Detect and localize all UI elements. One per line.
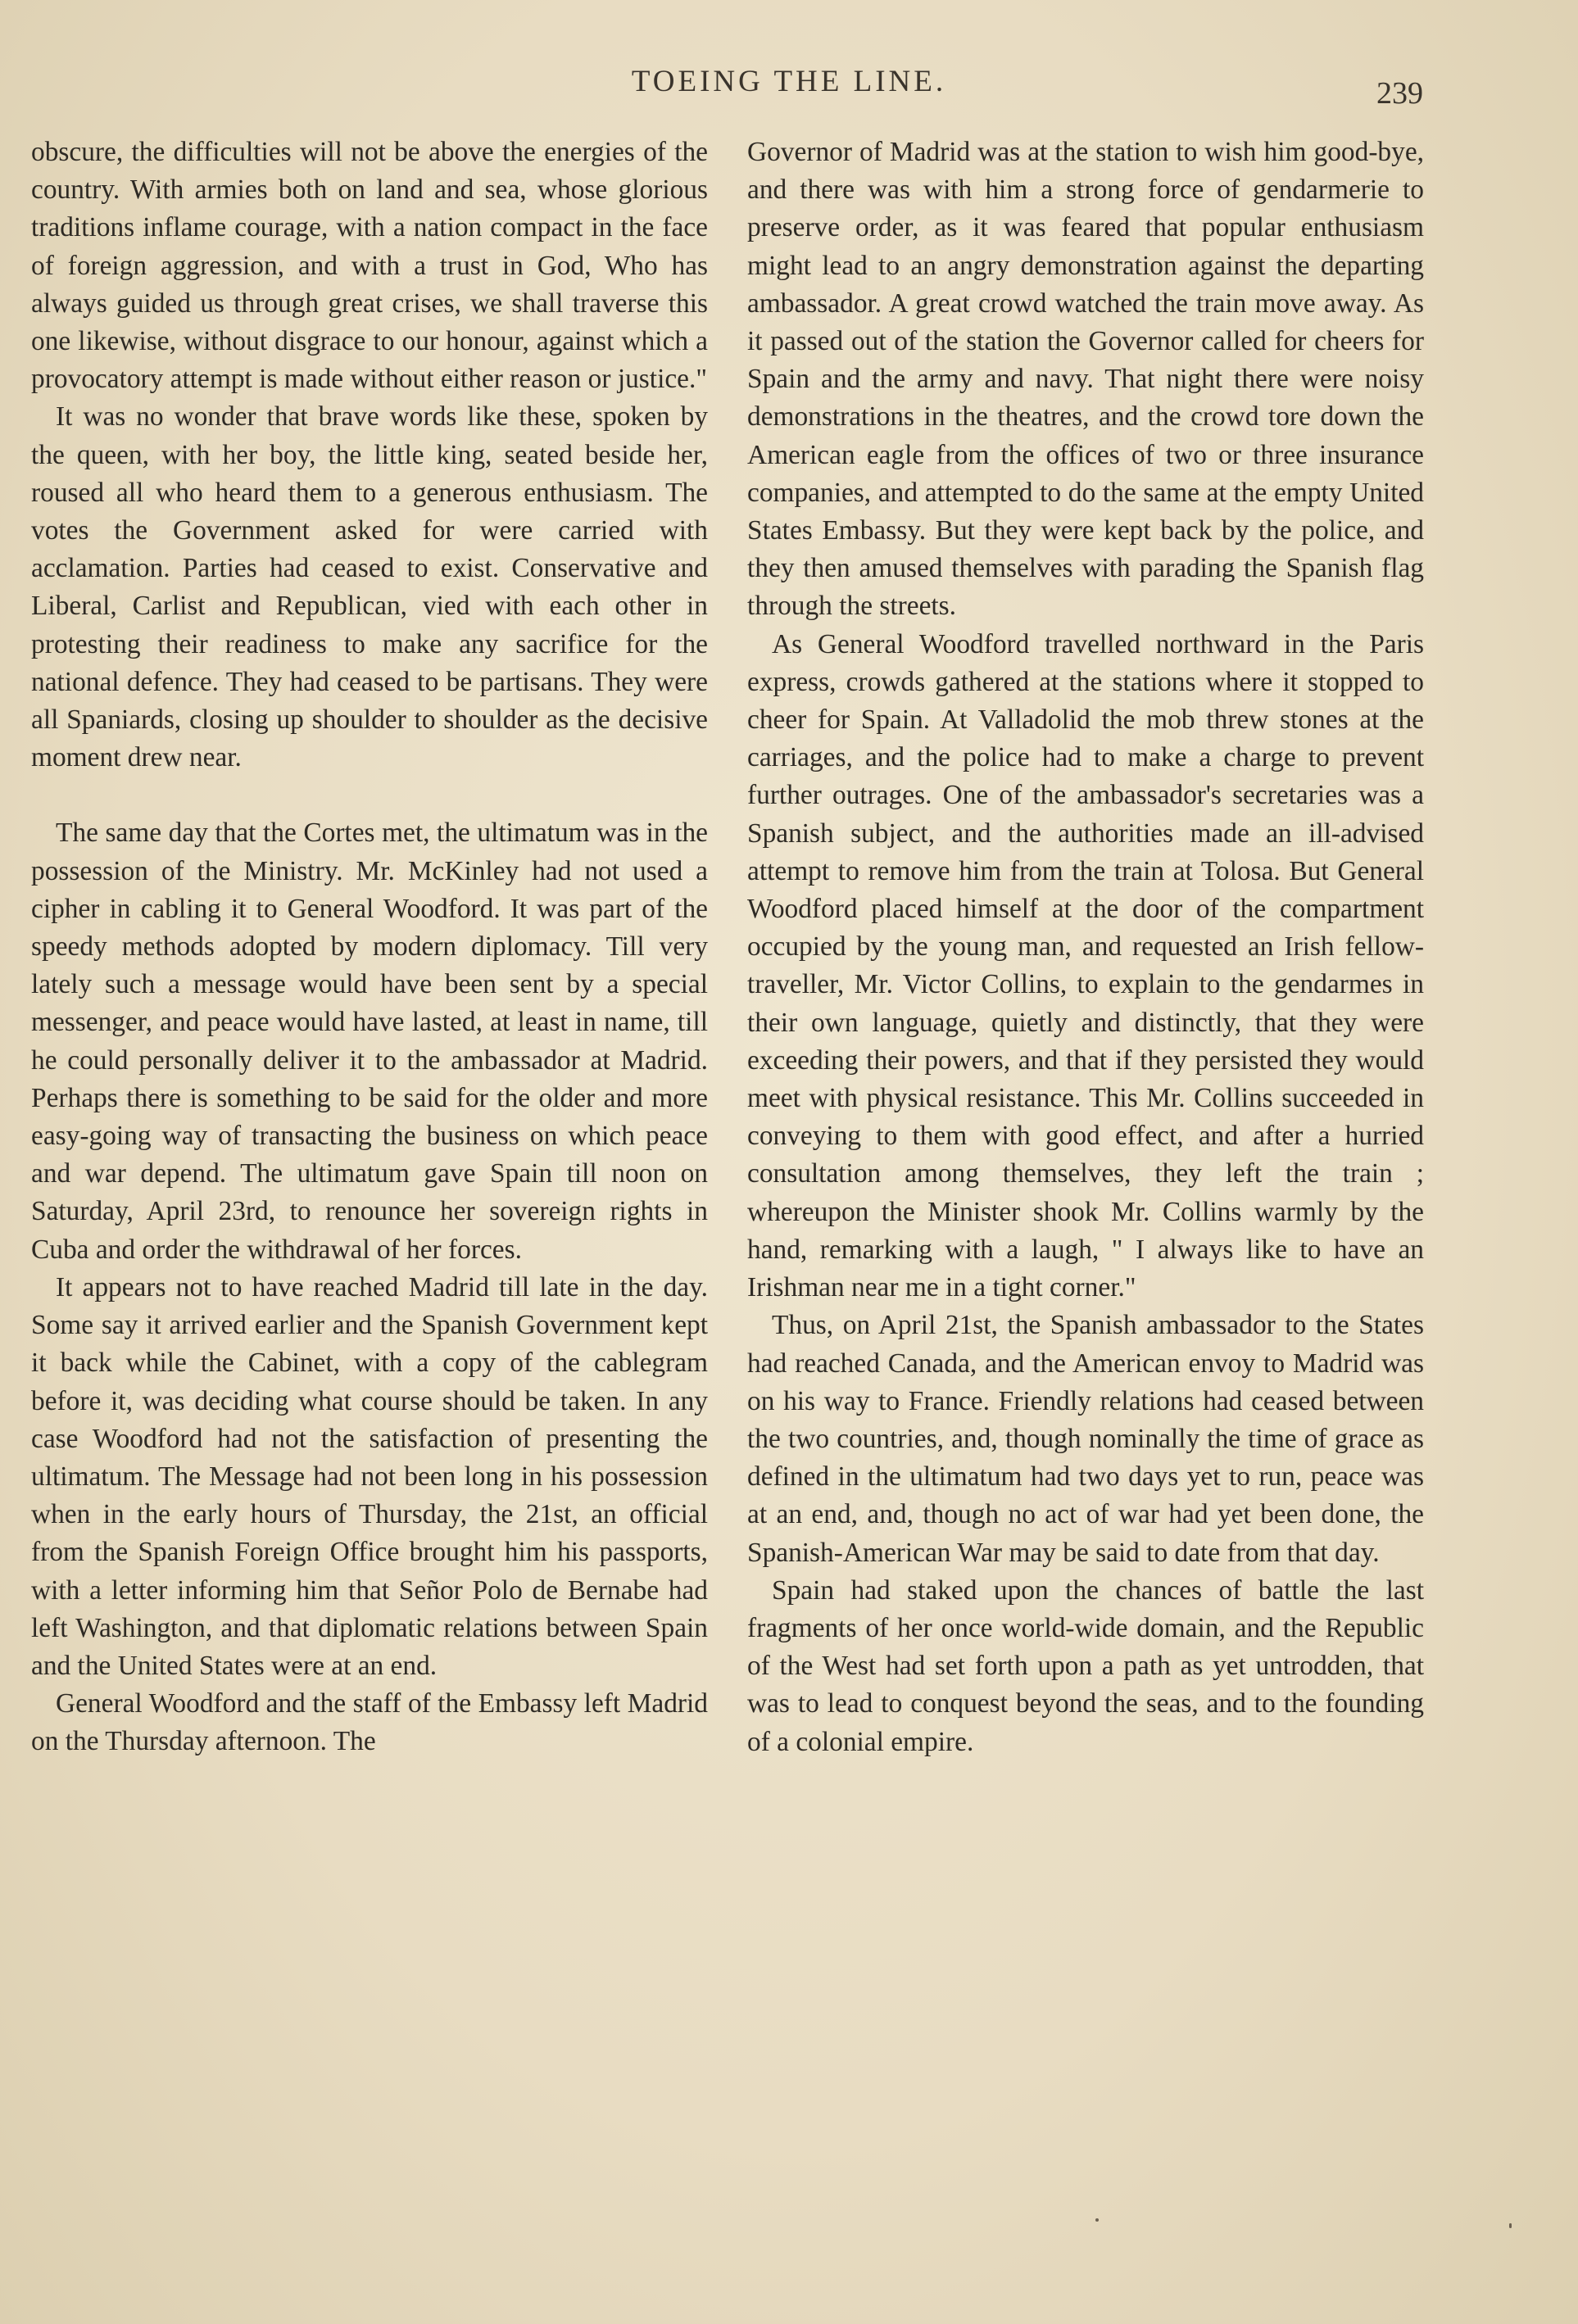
paragraph: As General Woodford travelled northward in the Paris express, crowds gathered at the stations where it stopped to cheer for Spain. At Valladolid the mob threw stones at the carriages, and the police had to make a charge to prevent further outrages. One of the ambassador's secretaries was a Spanish subject, and the authorities made an ill-advised attempt to remove him from the train at Tolosa. But General Woodford placed himself at the door of the compartment occupied by the young man, and requested an Irish fellow-traveller, Mr. Victor Collins, to explain to the gendarmes in their own language, quietly and distinctly, that they were exceeding their powers, and that if they persisted they would meet with physical resistance. This Mr. Collins succeeded in conveying to them with good effect, and after a hurried consultation among themselves, they left the train ; whereupon the Minister shook Mr. Collins warmly by the hand, remarking with a laugh, " I always like to have an Irishman near me in a tight corner." [747,628,1424,1303]
page-number: 239 [1376,76,1423,111]
paragraph: It was no wonder that brave words like these, spoken by the queen, with her boy, the little king, seated beside her, roused all who heard them to a generous enthusiasm. The votes the Government asked for were carried with acclamation. Parties had ceased to exist. Conservative and Liberal, Carlist and Republican, vied with each other in protesting their readiness to make any sacrifice for the national defence. They had ceased to be partisans. They were all Spaniards, closing up shoulder to shoulder as the decisive moment drew near. [31,401,708,773]
left-column [31,134,708,1761]
page-header [0,64,1578,113]
running-title: TOEING THE LINE. [631,65,947,98]
paragraph: It appears not to have reached Madrid till late in the day. Some say it arrived earlier and the Spanish Government kept it back while the Cabinet, with a copy of the cablegram before it, was deciding what course should be taken. In any case Woodford had not the satisfaction of presenting the ultimatum. The Message had not been long in his possession when in the early hours of Thursday, the 21st, an official from the Spanish Foreign Office brought him his passports, with a letter informing him that Señor Polo de Bernabe had left Washington, and that diplomatic relations between Spain and the United States were at an end. [31,1271,708,1681]
paragraph: Governor of Madrid was at the station to wish him good-bye, and there was with him a strong force of gendarmerie to preserve order, as it was feared that popular enthusiasm might lead to an angry demonstration against the departing ambassador. A great crowd watched the train move away. As it passed out of the station the Governor called for cheers for Spain and the army and navy. That night there were noisy demonstrations in the theatres, and the crowd tore down the American eagle from the offices of two or three insurance companies, and attempted to do the same at the empty United States Embassy. But they were kept back by the police, and they then amused themselves with parading the Spanish flag through the streets. [747,137,1424,622]
paragraph: General Woodford and the staff of the Embassy left Madrid on the Thursday afternoon. The [31,1688,708,1757]
paragraph: Spain had staked upon the chances of battle the last fragments of her once world-wide domain, and the Republic of the West had set forth upon a path as yet untrodden, that was to lead to conquest beyond the seas, and to the founding of a colonial empire. [747,1574,1424,1757]
right-column [747,134,1424,1761]
paper-speck [1509,2223,1512,2228]
paper-speck [1095,2218,1099,2222]
paragraph: obscure, the difficulties will not be above the energies of the country. With armies both on land and sea, whose glorious traditions inflame courage, with a nation compact in the face of foreign aggression, and with a trust in God, Who has always guided us through great crises, we shall traverse this one likewise, without disgrace to our honour, against which a provocatory attempt is made without either reason or justice." [31,137,708,395]
paragraph: Thus, on April 21st, the Spanish ambassador to the States had reached Canada, and the American envoy to Madrid was on his way to France. Friendly relations had ceased between the two countries, and, though nominally the time of grace as defined in the ultimatum had two days yet to run, peace was at an end, and, though no act of war had yet been done, the Spanish-American War may be said to date from that day. [747,1310,1424,1568]
paragraph: The same day that the Cortes met, the ultimatum was in the possession of the Ministry. Mr. McKinley had not used a cipher in cabling it to General Woodford. It was part of the speedy methods adopted by modern diplomacy. Till very lately such a message would have been sent by a special messenger, and peace would have lasted, at least in name, till he could personally deliver it to the ambassador at Madrid. Perhaps there is something to be said for the older and more easy-going way of transacting the business on which peace and war depend. The ultimatum gave Spain till noon on Saturday, April 23rd, to renounce her sovereign rights in Cuba and order the withdrawal of her forces. [31,818,708,1265]
